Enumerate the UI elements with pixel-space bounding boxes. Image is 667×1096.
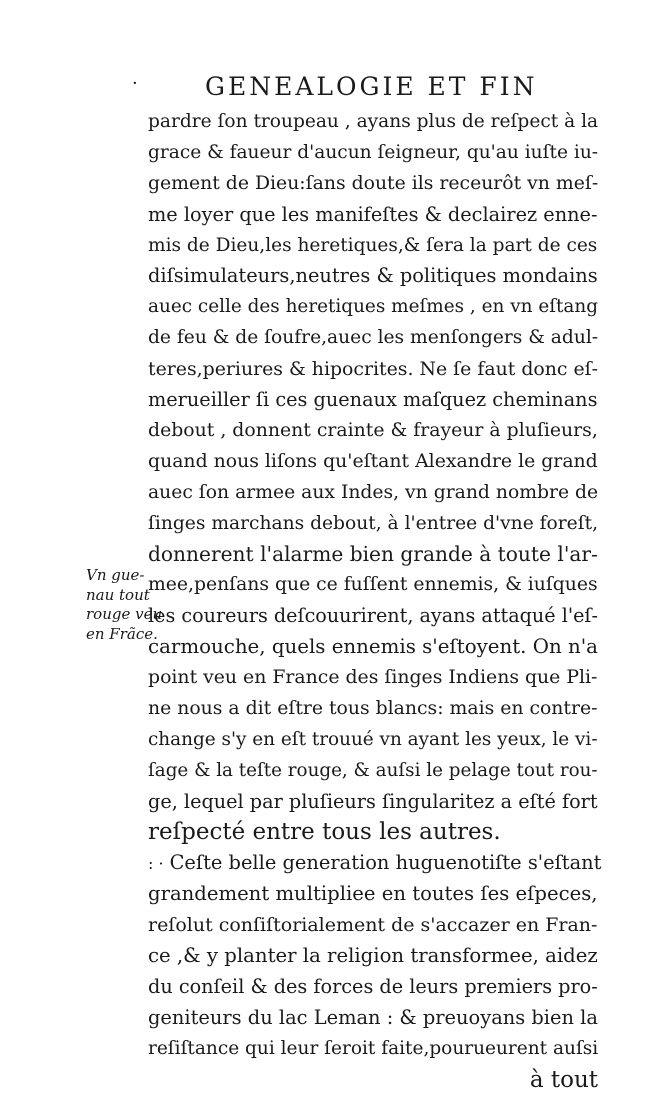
text-line: point veu en France des ſinges Indiens que Pli- — [148, 667, 598, 689]
text-line: ſage & la teſte rouge, & auſsi le pelage tout rou- — [148, 759, 598, 781]
running-header: GENEALOGIE ET FIN — [205, 72, 538, 101]
text-line: mee,penſans que ce fuſſent ennemis, & iuſques — [148, 574, 598, 596]
text-line: diſsimulateurs,neutres & politiques mondains — [148, 264, 598, 288]
text-line: ne nous a dit eſtre tous blancs: mais en contre- — [148, 697, 598, 719]
text-line-paragraph-start — [148, 848, 602, 879]
text-line: du conſeil & des forces de leurs premiers pro- — [148, 974, 598, 998]
text-line: reſiſtance qui leur ſeroit faite,pourueurent auſsi — [148, 1037, 599, 1059]
text-line: auec celle des heretiques meſmes , en vn eſtang — [148, 296, 599, 318]
margin-note-line: nau tout — [86, 585, 150, 604]
text-line: de feu & de ſoufre,auec les menſongers & adul- — [148, 327, 599, 349]
text-line: carmouche, quels ennemis s'eſtoyent. On n'a — [148, 635, 598, 659]
text-line: grandement multipliee en toutes ſes eſpeces, — [148, 882, 598, 906]
margin-note-line: Vn gue- — [86, 566, 145, 584]
catchword: à tout — [529, 1066, 598, 1093]
text-line: reſpecté entre tous les autres. — [148, 819, 501, 846]
text-line: teres,periures & hipocrites. Ne ſe faut donc eſ- — [148, 358, 599, 381]
text-line: debout , donnent crainte & frayeur à pluſieurs, — [148, 419, 598, 441]
text-line: les coureurs deſcouurirent, ayans attaqué l'eſ- — [148, 604, 598, 628]
text-line: reſolut conſiſtorialement de s'accazer en Fran- — [148, 914, 598, 937]
text-line: me loyer que les manifeſtes & declairez enne- — [148, 202, 598, 226]
margin-note-line: en Frãce. — [86, 624, 158, 643]
text-line: pardre ſon troupeau , ayans plus de reſpect à la — [148, 111, 599, 132]
text-line: grace & faueur d'aucun ſeigneur, qu'au iuſte iu- — [148, 141, 599, 163]
margin-note — [86, 566, 163, 644]
text-line: ge, lequel par pluſieurs ſingularitez a eſté fort — [148, 789, 598, 813]
text-line: quand nous liſons qu'eſtant Alexandre le grand — [148, 450, 598, 472]
header-ornament: · — [132, 73, 138, 94]
text-line: donnerent l'alarme bien grande à toute l'ar- — [148, 542, 598, 567]
text-line: change s'y en eſt trouué vn ayant les yeux, le vi- — [148, 728, 598, 750]
text-line-content: Ceſte belle generation huguenotiſte s'eſtant — [169, 851, 602, 875]
body-text — [148, 107, 602, 1096]
text-line: ſinges marchans debout, à l'entree d'vne foreſt, — [148, 512, 599, 534]
text-line: geniteurs du lac Leman : & preuoyans bien la — [148, 1005, 598, 1029]
text-line: ce ,& y planter la religion transformee, aidez — [148, 944, 598, 968]
text-line: gement de Dieu:ſans doute ils receurôt vn meſ- — [148, 172, 599, 194]
paragraph-mark: : · — [148, 854, 164, 874]
text-line: mis de Dieu,les heretiques,& ſera la part de ces — [148, 234, 598, 256]
margin-note-line: rouge veu — [86, 605, 163, 623]
text-line: auec ſon armee aux Indes, vn grand nombre de — [148, 481, 599, 503]
text-line: merueiller ſi ces guenaux maſquez cheminans — [148, 388, 598, 412]
